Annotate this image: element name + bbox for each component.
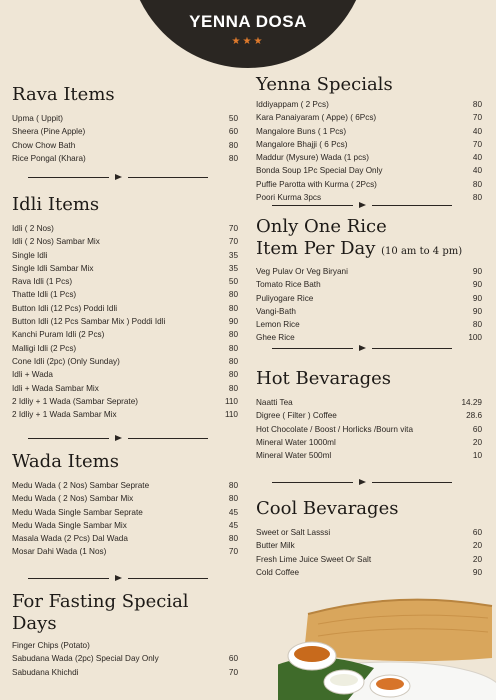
item-name: Medu Wada Single Sambar Mix: [12, 520, 127, 530]
item-name: Mineral Water 500ml: [256, 451, 332, 461]
menu-item: [256, 436, 482, 449]
menu-item: [12, 479, 238, 492]
menu-item: [256, 292, 482, 305]
menu-item: [256, 449, 482, 462]
menu-item: [12, 506, 238, 519]
item-name: Tomato Rice Bath: [256, 280, 321, 290]
item-name: Digree ( Filter ) Coffee: [256, 411, 337, 421]
item-name: Sheera (Pine Apple): [12, 127, 86, 137]
item-name: Button Idli (12 Pcs Sambar Mix ) Poddi Idli: [12, 317, 166, 327]
item-price: 50: [228, 114, 238, 123]
item-price: 80: [228, 481, 238, 490]
menu-item: [256, 151, 482, 164]
menu-item: [12, 112, 238, 125]
item-price: 40: [472, 153, 482, 163]
menu-item: [12, 652, 238, 665]
item-name: Idli ( 2 Nos) Sambar Mix: [12, 237, 100, 247]
section-title: [256, 216, 482, 263]
divider-arrow: [272, 200, 452, 210]
section-title: Yenna Specials: [256, 74, 393, 95]
item-name: Poori Kurma 3pcs: [256, 193, 322, 203]
wada-section: [12, 451, 238, 559]
dosa-plate-image: [278, 596, 496, 700]
item-price: 110: [224, 396, 238, 406]
item-price: 80: [472, 320, 482, 330]
menu-item: [256, 111, 482, 124]
item-price: 14.29: [461, 398, 482, 407]
menu-item: [12, 275, 238, 288]
item-name: Rice Pongal (Khara): [12, 153, 86, 163]
item-price: 100: [468, 333, 482, 343]
item-price: 45: [228, 507, 238, 517]
divider-arrow: [272, 477, 452, 487]
item-price: 28.6: [466, 411, 482, 421]
menu-item: [12, 235, 238, 248]
item-name: Medu Wada ( 2 Nos) Sambar Mix: [12, 494, 134, 504]
item-price: 90: [472, 293, 482, 303]
item-price: 70: [228, 547, 238, 557]
item-name: Maddur (Mysure) Wada (1 pcs): [256, 153, 369, 163]
item-name: Lemon Rice: [256, 320, 300, 330]
cool-bevarages-section: [256, 498, 482, 579]
menu-item: [12, 666, 238, 679]
item-price: 80: [472, 179, 482, 189]
item-price: 35: [228, 263, 238, 273]
rating-stars: ★★★: [231, 36, 265, 47]
item-price: 60: [228, 127, 238, 137]
item-name: Naatti Tea: [256, 398, 293, 407]
item-price: 50: [228, 277, 238, 287]
item-name: Veg Pulav Or Veg Biryani: [256, 267, 348, 276]
title-line: [256, 238, 482, 263]
rice-section: [256, 216, 482, 345]
header-arc: [128, 0, 368, 68]
item-name: Sabudana Khichdi: [12, 667, 79, 677]
menu-item: [256, 164, 482, 177]
item-name: Chow Chow Bath: [12, 140, 76, 150]
item-price: 80: [228, 370, 238, 380]
section-title: Idli Items: [12, 194, 100, 215]
item-price: 80: [228, 330, 238, 340]
menu-item: [256, 566, 482, 579]
item-name: 2 Idliy + 1 Wada Sambar Mix: [12, 410, 117, 420]
menu-item: [12, 355, 238, 368]
specials-section: [256, 74, 482, 204]
item-price: 80: [228, 303, 238, 313]
section-title: Rava Items: [12, 84, 115, 105]
menu-item: [256, 178, 482, 191]
item-name: Single Idli: [12, 250, 48, 260]
item-name: Thatte Idli (1 Pcs): [12, 290, 77, 300]
section-title: Wada Items: [12, 451, 119, 472]
item-name: Sweet or Salt Lasssi: [256, 528, 331, 537]
menu-item: [12, 139, 238, 152]
item-name: Vangi-Bath: [256, 306, 296, 316]
menu-item: [12, 288, 238, 301]
item-price: 90: [472, 267, 482, 276]
item-name: Rava Idli (1 Pcs): [12, 277, 73, 287]
item-name: Idli + Wada Sambar Mix: [12, 383, 99, 393]
item-name: Bonda Soup 1Pc Special Day Only: [256, 166, 383, 176]
item-price: 70: [472, 139, 482, 149]
item-price: 90: [228, 317, 238, 327]
item-price: 40: [472, 126, 482, 136]
menu-item: [12, 315, 238, 328]
section-title: Cool Bevarages: [256, 498, 399, 519]
item-name: Button Idli (12 Pcs) Poddi Idli: [12, 303, 118, 313]
title-line: Days: [12, 613, 57, 634]
item-name: Kara Panaiyaram ( Appe) ( 6Pcs): [256, 113, 377, 123]
item-price: 20: [472, 437, 482, 447]
menu-item: [256, 305, 482, 318]
item-price: 60: [472, 424, 482, 434]
item-price: 80: [228, 383, 238, 393]
item-name: Ghee Rice: [256, 333, 295, 343]
divider-arrow: [272, 343, 452, 353]
item-name: Single Idli Sambar Mix: [12, 263, 94, 273]
menu-item: [256, 539, 482, 552]
item-name: Mosar Dahi Wada (1 Nos): [12, 547, 107, 557]
menu-item: [256, 98, 482, 111]
item-price: 10: [472, 451, 482, 461]
menu-item: [12, 519, 238, 532]
dosa-plate-icon: [278, 596, 496, 700]
item-name: Cold Coffee: [256, 567, 300, 577]
item-name: Masala Wada (2 Pcs) Dal Wada: [12, 534, 128, 544]
item-price: 80: [472, 100, 482, 109]
item-name: Mangalore Bhajji ( 6 Pcs): [256, 139, 348, 149]
item-price: 90: [472, 567, 482, 577]
menu-item: [12, 342, 238, 355]
item-name: Iddiyappam ( 2 Pcs): [256, 100, 329, 109]
menu-item: [12, 222, 238, 235]
menu-item: [12, 532, 238, 545]
menu-item: [12, 152, 238, 165]
menu-item: [256, 318, 482, 331]
menu-item: [256, 278, 482, 291]
item-price: 35: [228, 250, 238, 260]
item-price: 70: [228, 667, 238, 677]
title-text: Item Per Day: [256, 238, 376, 259]
item-price: [216, 639, 238, 652]
item-price: 80: [228, 153, 238, 163]
idli-section: [12, 194, 238, 421]
item-name: Idli + Wada: [12, 370, 53, 380]
menu-item: [256, 138, 482, 151]
menu-item: [12, 382, 238, 395]
item-name: Medu Wada Single Sambar Seprate: [12, 507, 143, 517]
item-price: 80: [228, 356, 238, 366]
divider-arrow: [28, 172, 208, 182]
item-price: 90: [472, 306, 482, 316]
menu-item: [12, 408, 238, 421]
brand-title: YENNA DOSA: [189, 12, 307, 31]
item-name: Puliyogare Rice: [256, 293, 314, 303]
item-price: 60: [228, 654, 238, 664]
divider-arrow: [28, 573, 208, 583]
section-title: [12, 591, 238, 635]
menu-item: [12, 262, 238, 275]
item-price: 70: [228, 237, 238, 247]
item-name: Idli ( 2 Nos): [12, 224, 54, 233]
menu-item: [256, 265, 482, 278]
title-line: For Fasting Special: [12, 591, 189, 612]
menu-item: [256, 423, 482, 436]
item-price: 80: [228, 494, 238, 504]
item-price: 80: [228, 343, 238, 353]
item-price: 20: [472, 541, 482, 551]
menu-item: [12, 395, 238, 408]
item-name: Hot Chocolate / Boost / Horlicks /Bourn vita: [256, 424, 413, 434]
item-name: Sabudana Wada (2pc) Special Day Only: [12, 654, 159, 664]
menu-item: [256, 396, 482, 409]
menu-item: [256, 553, 482, 566]
menu-item: [12, 492, 238, 505]
item-price: 70: [228, 224, 238, 233]
item-name: Cone Idli (2pc) (Only Sunday): [12, 356, 120, 366]
rice-hours: (10 am to 4 pm): [381, 246, 463, 257]
item-price: 45: [228, 520, 238, 530]
hot-bevarages-section: [256, 368, 482, 462]
menu-item: [12, 545, 238, 558]
menu-item: [12, 249, 238, 262]
item-price: 60: [472, 528, 482, 537]
fasting-section: [12, 591, 238, 679]
section-title: Hot Bevarages: [256, 368, 392, 389]
item-price: 20: [472, 554, 482, 564]
item-name: Fresh Lime Juice Sweet Or Salt: [256, 554, 372, 564]
menu-item: [12, 328, 238, 341]
menu-item: [12, 639, 238, 652]
item-name: Medu Wada ( 2 Nos) Sambar Seprate: [12, 481, 150, 490]
item-name: Butter Milk: [256, 541, 295, 551]
item-price: 110: [224, 410, 238, 420]
item-name: Malligi Idli (2 Pcs): [12, 343, 77, 353]
item-price: 80: [228, 534, 238, 544]
title-line: Only One Rice: [256, 216, 387, 237]
menu-item: [256, 125, 482, 138]
item-name: 2 Idliy + 1 Wada (Sambar Seprate): [12, 396, 138, 406]
divider-arrow: [28, 433, 208, 443]
menu-item: [12, 302, 238, 315]
menu-item: [256, 409, 482, 422]
item-name: Mineral Water 1000ml: [256, 437, 336, 447]
item-name: Puffie Parotta with Kurma ( 2Pcs): [256, 179, 377, 189]
item-price: 90: [472, 280, 482, 290]
item-price: 70: [472, 113, 482, 123]
item-price: 80: [228, 140, 238, 150]
item-name: Finger Chips (Potato): [12, 641, 90, 650]
item-name: Upma ( Uppit): [12, 114, 63, 123]
item-price: 80: [228, 290, 238, 300]
menu-item: [12, 125, 238, 138]
menu-item: [256, 526, 482, 539]
item-name: Kanchi Puram Idli (2 Pcs): [12, 330, 105, 340]
rava-section: [12, 84, 238, 165]
item-name: Mangalore Buns ( 1 Pcs): [256, 126, 347, 136]
menu-item: [12, 368, 238, 381]
item-price: 40: [472, 166, 482, 176]
item-price: 80: [472, 193, 482, 203]
